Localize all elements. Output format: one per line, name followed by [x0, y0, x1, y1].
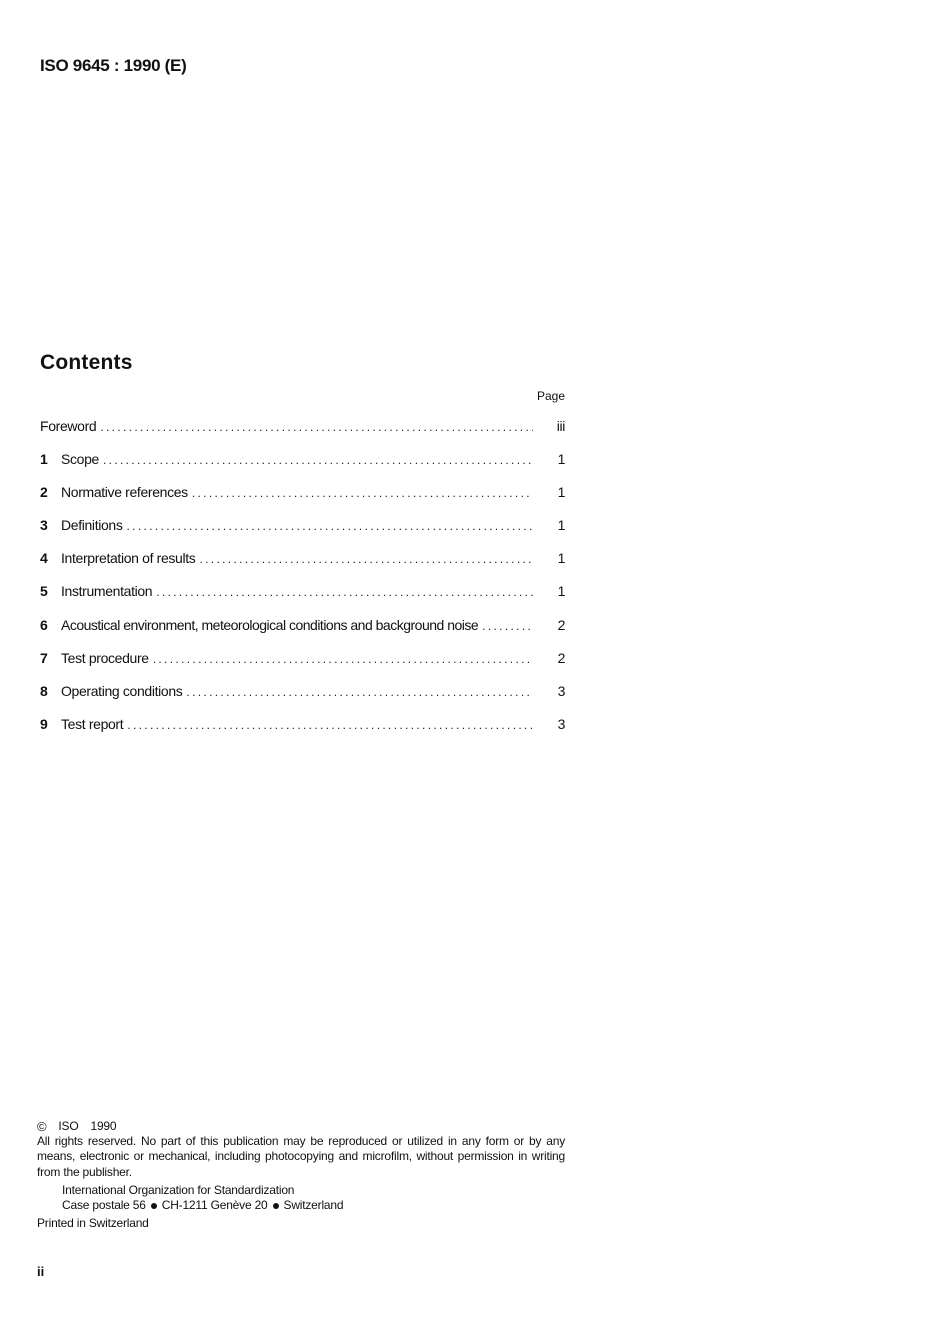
toc-entry-title: Test procedure [61, 650, 153, 666]
toc-entry-title: Normative references [61, 484, 192, 500]
toc-entry-page: 3 [557, 715, 565, 732]
toc-entry-number: 6 [40, 616, 48, 633]
copyright-symbol: © [37, 1119, 47, 1134]
toc-entry-page: 2 [557, 649, 565, 666]
toc-entry-title: Instrumentation [61, 583, 156, 599]
toc-entry-page: 1 [557, 583, 565, 600]
document-id: ISO 9645 : 1990 (E) [40, 56, 187, 75]
toc-entry-test-procedure[interactable] [40, 650, 565, 683]
toc-entry-test-report[interactable] [40, 716, 565, 749]
toc-entry-operating-conditions[interactable] [40, 683, 565, 716]
toc-dot-leader [153, 652, 533, 666]
copyright-year: 1990 [90, 1119, 117, 1133]
contents-heading: Contents [40, 351, 133, 374]
toc-entry-number: 2 [40, 484, 48, 501]
toc-entry-page: 1 [557, 517, 565, 534]
address-city: CH-1211 Genève 20 [161, 1198, 268, 1213]
toc-entry-number: 3 [40, 517, 48, 534]
toc-entry-page: 1 [557, 484, 565, 501]
organization-address [62, 1198, 565, 1213]
page-column-header: Page [536, 389, 565, 403]
toc-dot-leader [127, 519, 533, 533]
copyright-line [37, 1119, 565, 1134]
address-postal: Case postale 56 [62, 1198, 146, 1213]
toc-entry-title: Test report [61, 716, 127, 732]
toc-dot-leader [127, 718, 533, 732]
toc-entry-number: 1 [40, 451, 48, 468]
toc-entry-page: 2 [557, 616, 565, 633]
copyright-holder: ISO [58, 1119, 79, 1133]
toc-entry-page: 1 [557, 550, 565, 567]
toc-entry-page: 1 [557, 451, 565, 468]
toc-entry-title: Definitions [61, 517, 127, 533]
bullet-icon [151, 1203, 157, 1209]
rights-statement: All rights reserved. No part of this publication may be reproduced or utilized in any form or by any means, electronic or mechanical, including photocopying and microfilm, without permission in writing from the publisher. [37, 1134, 565, 1179]
toc-entry-interpretation-of-results[interactable] [40, 550, 565, 583]
toc-dot-leader [482, 619, 533, 633]
address-country: Switzerland [283, 1198, 344, 1213]
toc-entry-number: 8 [40, 682, 48, 699]
toc-entry-title: Acoustical environment, meteorological conditions and background noise [61, 617, 482, 633]
toc-entry-instrumentation[interactable] [40, 583, 565, 616]
toc-entry-number: 7 [40, 649, 48, 666]
toc-dot-leader [186, 685, 533, 699]
toc-entry-title: Scope [61, 451, 103, 467]
toc-dot-leader [199, 552, 533, 566]
organization-name: International Organization for Standardization [62, 1182, 295, 1197]
toc-entry-number: 9 [40, 715, 48, 732]
page-number: ii [37, 1264, 45, 1279]
toc-dot-leader [103, 453, 533, 467]
toc-entry-title: Operating conditions [61, 683, 186, 699]
table-of-contents [40, 418, 565, 749]
toc-entry-normative-references[interactable] [40, 484, 565, 517]
toc-entry-definitions[interactable] [40, 517, 565, 550]
toc-dot-leader [156, 585, 533, 599]
toc-entry-number: 4 [40, 550, 48, 567]
toc-entry-page: 3 [557, 682, 565, 699]
toc-entry-page: iii [556, 418, 565, 434]
printed-in: Printed in Switzerland [37, 1216, 149, 1231]
toc-entry-title: Foreword [40, 418, 100, 434]
toc-dot-leader [100, 420, 533, 434]
toc-entry-foreword[interactable] [40, 418, 565, 451]
toc-entry-number: 5 [40, 583, 48, 600]
toc-entry-acoustical-environment[interactable] [40, 617, 565, 650]
toc-entry-title: Interpretation of results [61, 550, 199, 566]
bullet-icon [273, 1203, 279, 1209]
copyright-notice [37, 1119, 565, 1231]
toc-dot-leader [192, 486, 533, 500]
toc-entry-scope[interactable] [40, 451, 565, 484]
